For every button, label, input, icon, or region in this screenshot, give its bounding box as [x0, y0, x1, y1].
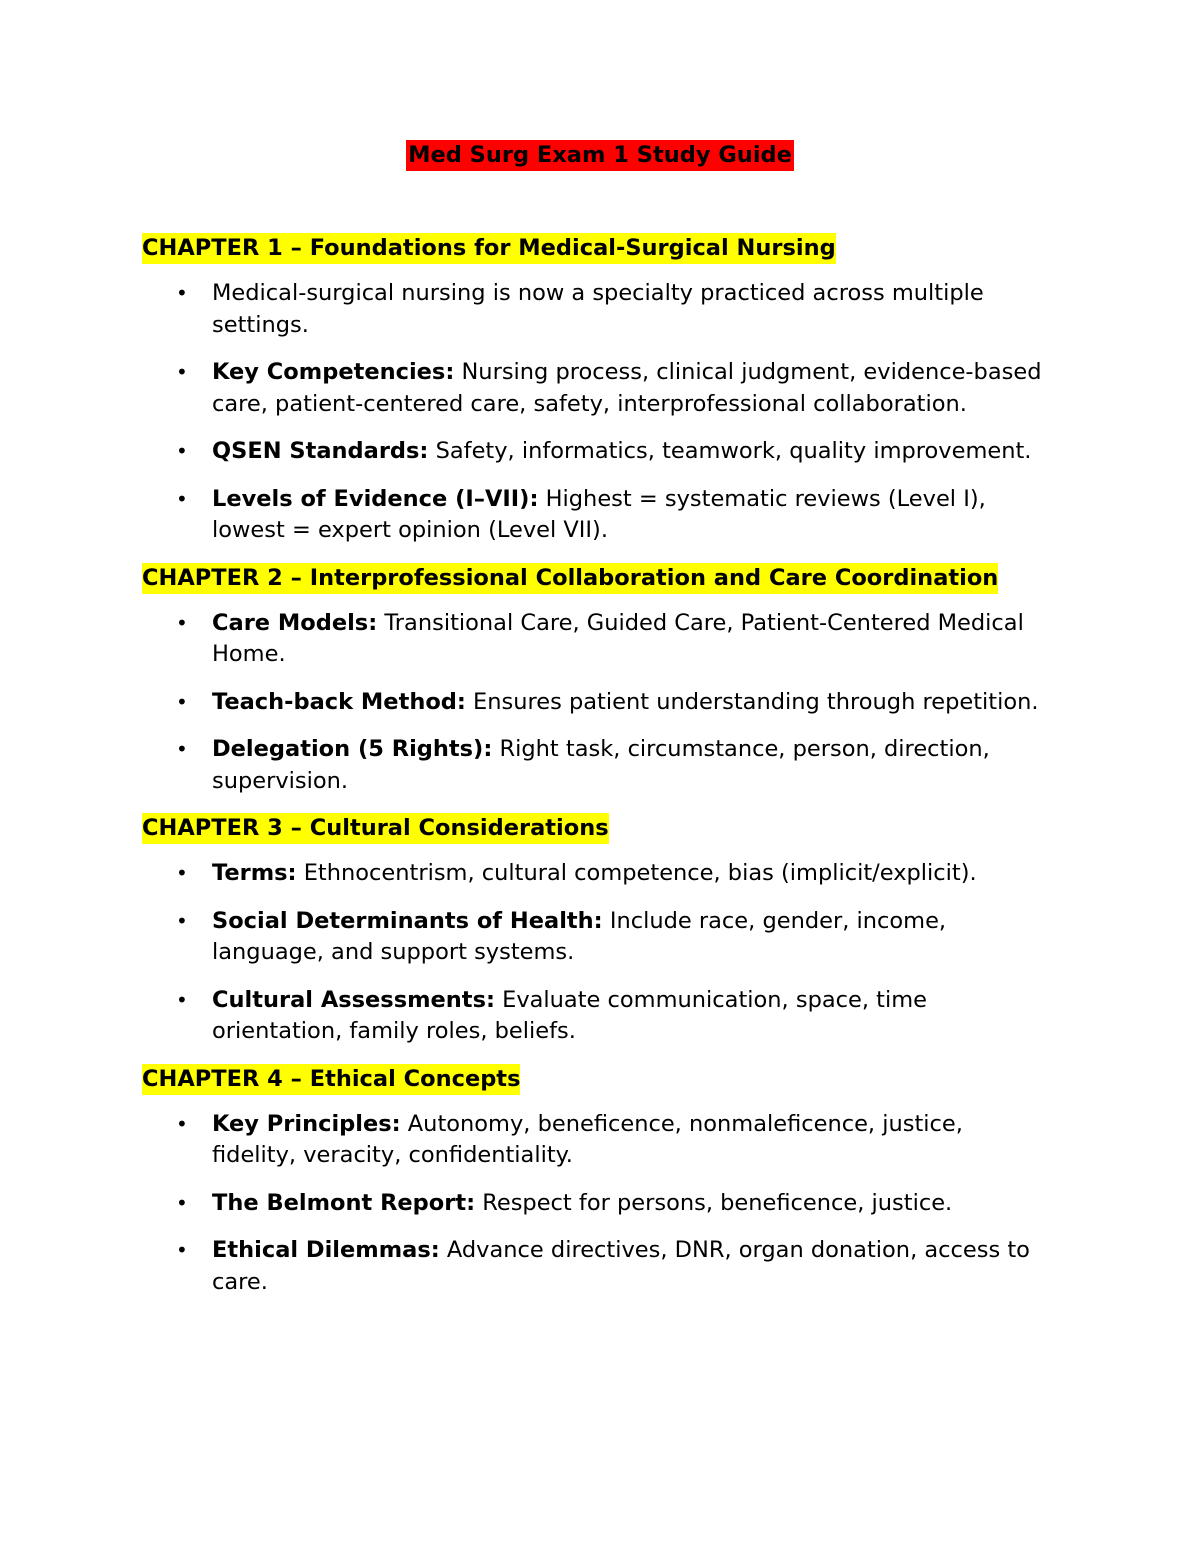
- bullet-item: [142, 608, 1042, 671]
- bullet-icon: •: [176, 987, 188, 1012]
- bullet-list: [142, 1109, 1042, 1299]
- bullet-icon: •: [176, 1111, 188, 1136]
- bullet-item: [142, 906, 1042, 969]
- bullet-term: Teach-back Method:: [212, 688, 466, 715]
- bullet-term: Key Competencies:: [212, 359, 455, 385]
- bullet-text: Advance directives, DNR, organ donation, access to care.: [212, 1237, 1030, 1295]
- bullet-text: Ethnocentrism, cultural competence, bias (implicit/explicit).: [296, 860, 977, 886]
- bullet-icon: •: [176, 861, 188, 885]
- title-container: [0, 140, 1200, 171]
- bullet-text: Transitional Care, Guided Care, Patient-Centered Medical Home.: [212, 609, 1024, 667]
- chapter-heading: CHAPTER 1 – Foundations for Medical-Surgical Nursing: [142, 233, 836, 264]
- chapter-section-1: [142, 233, 1042, 547]
- bullet-icon: •: [176, 610, 188, 635]
- bullet-icon: •: [176, 908, 188, 933]
- chapter-section-4: [142, 1064, 1042, 1299]
- bullet-icon: •: [176, 281, 188, 305]
- bullet-term: Terms:: [212, 860, 297, 886]
- chapter-heading: CHAPTER 2 – Interprofessional Collaboration and Care Coordination: [142, 563, 998, 594]
- bullet-text: Medical-surgical nursing is now a specialty practiced across multiple settings.: [212, 280, 984, 338]
- chapter-heading: CHAPTER 4 – Ethical Concepts: [142, 1064, 520, 1095]
- bullet-item: [142, 484, 1042, 547]
- bullet-text: Right task, circumstance, person, direction, supervision.: [212, 736, 990, 794]
- bullet-text: Include race, gender, income, language, and support systems.: [212, 907, 947, 965]
- bullet-text: Ensures patient understanding through repetition.: [465, 688, 1039, 715]
- chapter-section-2: [142, 563, 1042, 798]
- bullet-item: [142, 1109, 1042, 1172]
- chapter-section-3: [142, 813, 1042, 1048]
- bullet-icon: •: [176, 360, 188, 384]
- bullet-item: [142, 687, 1042, 719]
- bullet-text: Safety, informatics, teamwork, quality improvement.: [428, 438, 1032, 464]
- bullet-icon: •: [176, 737, 188, 761]
- bullet-icon: •: [176, 1190, 188, 1215]
- bullet-icon: •: [176, 1238, 188, 1262]
- bullet-term: Levels of Evidence (I–VII):: [212, 485, 539, 512]
- bullet-text: Highest = systematic reviews (Level I), lowest = expert opinion (Level VII).: [212, 485, 986, 543]
- chapter-heading: CHAPTER 3 – Cultural Considerations: [142, 813, 609, 844]
- bullet-item: [142, 1188, 1042, 1220]
- bullet-text: Autonomy, beneficence, nonmaleficence, justice, fidelity, veracity, confidentiality.: [212, 1110, 963, 1168]
- bullet-icon: •: [176, 486, 188, 511]
- bullet-term: Ethical Dilemmas:: [212, 1237, 440, 1263]
- bullet-list: [142, 278, 1042, 547]
- bullet-list: [142, 608, 1042, 798]
- document-body: [142, 233, 1042, 1314]
- bullet-icon: •: [176, 689, 188, 714]
- bullet-term: Delegation (5 Rights):: [212, 736, 493, 762]
- bullet-item: [142, 734, 1042, 797]
- bullet-item: [142, 985, 1042, 1048]
- bullet-term: Cultural Assessments:: [212, 986, 495, 1013]
- bullet-text: Evaluate communication, space, time orientation, family roles, beliefs.: [212, 986, 927, 1044]
- bullet-item: [142, 278, 1042, 341]
- bullet-term: QSEN Standards:: [212, 438, 429, 464]
- bullet-term: Social Determinants of Health:: [212, 907, 603, 934]
- bullet-item: [142, 436, 1042, 468]
- bullet-item: [142, 858, 1042, 890]
- bullet-text: Nursing process, clinical judgment, evidence-based care, patient-centered care, safety, interprofessional collaboration.: [212, 359, 1042, 417]
- bullet-term: The Belmont Report:: [212, 1189, 476, 1216]
- document-title: Med Surg Exam 1 Study Guide: [406, 140, 794, 171]
- bullet-list: [142, 858, 1042, 1048]
- bullet-icon: •: [176, 439, 188, 463]
- bullet-item: [142, 357, 1042, 420]
- bullet-text: Respect for persons, beneficence, justice.: [475, 1189, 953, 1216]
- bullet-item: [142, 1235, 1042, 1298]
- bullet-term: Care Models:: [212, 609, 378, 636]
- bullet-term: Key Principles:: [212, 1110, 401, 1137]
